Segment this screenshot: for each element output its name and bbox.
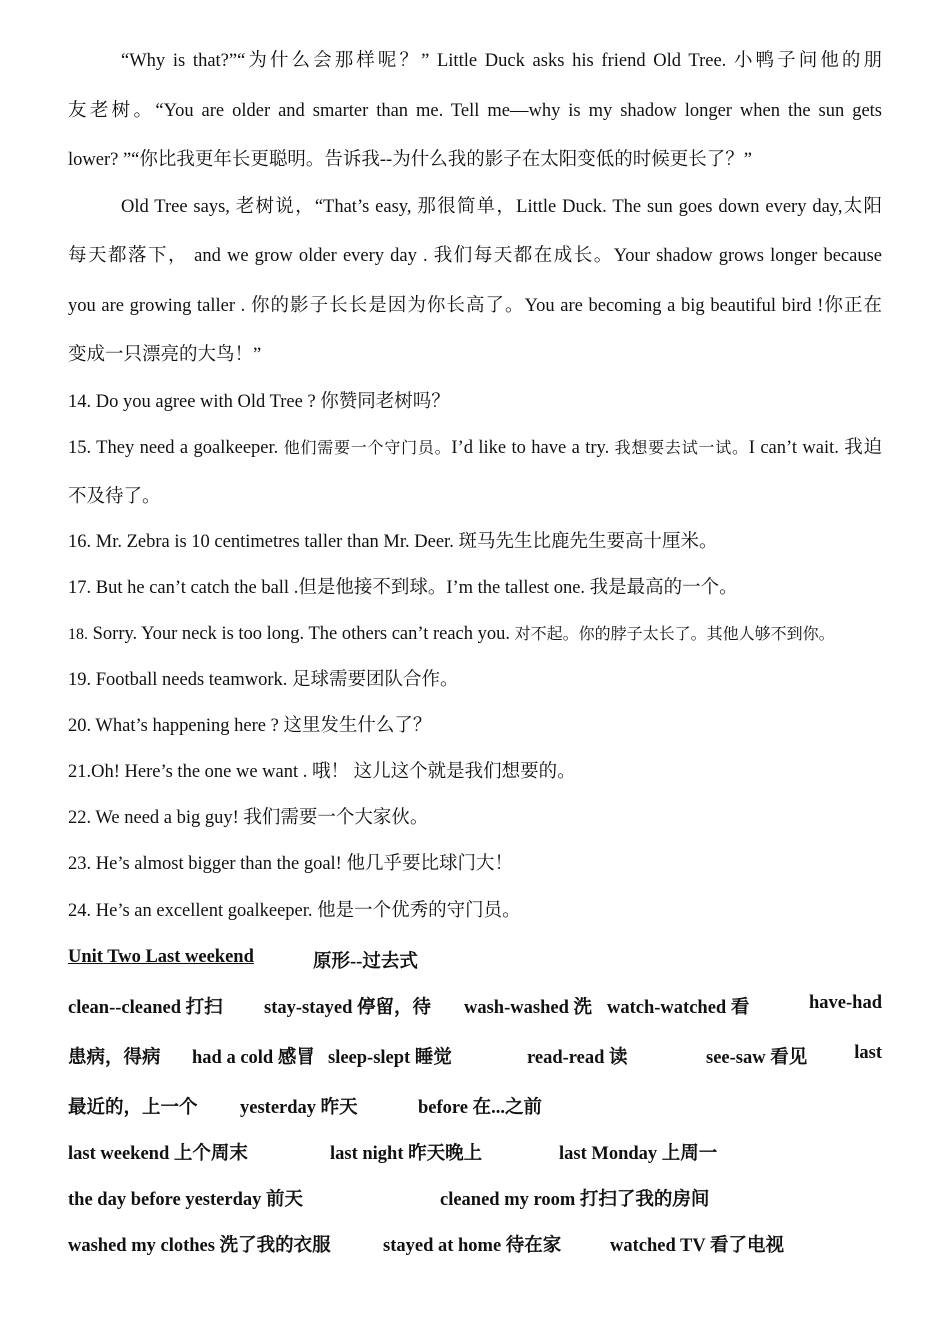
vocab-item: the day before yesterday 前天 (68, 1190, 303, 1210)
vocab-item: last weekend 上个周末 (68, 1144, 248, 1164)
vocab-item: last night 昨天晚上 (330, 1144, 483, 1164)
vocab-row (68, 993, 882, 1017)
unit-title: Unit Two Last weekend (68, 947, 254, 967)
vocab-item: yesterday 昨天 (240, 1098, 358, 1118)
story-line: lower? ”“你比我更年长更聪明。告诉我--为什么我的影子在太阳变低的时候更长了？” (68, 150, 752, 170)
vocab-item: clean--cleaned 打扫 (68, 998, 223, 1018)
sentence-20: 20. What’s happening here ? 这里发生什么了？ (68, 716, 432, 736)
sentence-15-en: 15. They need a goalkeeper. (68, 438, 279, 458)
vocab-item: have-had (809, 993, 882, 1013)
sentence-16: 16. Mr. Zebra is 10 centimetres taller than Mr. Deer. 斑马先生比鹿先生要高十厘米。 (68, 532, 718, 552)
story-line: you are growing taller . 你的影子长长是因为你长高了。You are becoming a big beautiful bird !你正在 (68, 296, 882, 316)
vocab-item: wash-washed 洗 (464, 998, 592, 1018)
sentence-15-cont: 不及待了。 (68, 487, 161, 507)
story-line: “Why is that?”“为什么会那样呢？” Little Duck asks his friend Old Tree. 小鸭子问他的朋 (121, 51, 882, 71)
vocab-item: stay-stayed 停留，待 (264, 998, 432, 1018)
vocab-item: 患病，得病 (68, 1048, 161, 1068)
vocab-item: watched TV 看了电视 (610, 1236, 785, 1256)
unit-heading (68, 947, 882, 971)
story-line: Old Tree says, 老树说，“That’s easy, 那很简单，Little Duck. The sun goes down every day,太阳 (121, 197, 882, 217)
sentence-15-zh: 他们需要一个守门员。 (283, 440, 452, 457)
sentence-18-zh: 对不起。你的脖子太长了。其他人够不到你。 (514, 626, 835, 643)
story-line: 每天都落下， and we grow older every day . 我们每天都在成长。Your shadow grows longer because (68, 246, 882, 266)
sentence-19: 19. Football needs teamwork. 足球需要团队合作。 (68, 670, 459, 690)
sentence-17: 17. But he can’t catch the ball .但是他接不到球。I’m the tallest one. 我是最高的一个。 (68, 578, 738, 598)
vocab-item: read-read 读 (527, 1048, 628, 1068)
sentence-18-number: 18. (68, 626, 88, 643)
sentence-14: 14. Do you agree with Old Tree ? 你赞同老树吗？ (68, 392, 450, 412)
sentence-23: 23. He’s almost bigger than the goal! 他几乎要比球门大！ (68, 854, 513, 874)
sentence-15 (68, 424, 882, 473)
unit-subtitle: 原形--过去式 (313, 952, 418, 972)
sentence-15-en: I can’t wait. 我迫 (748, 438, 883, 458)
sentence-24: 24. He’s an excellent goalkeeper. 他是一个优秀的守门员。 (68, 901, 521, 921)
vocab-item: before 在...之前 (418, 1098, 542, 1118)
vocab-item: last (854, 1043, 882, 1063)
vocab-item: 最近的，上一个 (68, 1098, 198, 1118)
vocab-item: cleaned my room 打扫了我的房间 (440, 1190, 710, 1210)
sentence-18-en: Sorry. Your neck is too long. The others can’t reach you. (92, 624, 511, 644)
sentence-18 (68, 610, 882, 659)
vocab-item: stayed at home 待在家 (383, 1236, 562, 1256)
story-line: 变成一只漂亮的大鸟！” (68, 345, 262, 365)
vocab-row (68, 1139, 882, 1163)
vocab-item: see-saw 看见 (706, 1048, 808, 1068)
vocab-item: had a cold 感冒 (192, 1048, 315, 1068)
sentence-15-en: I’d like to have a try. (451, 438, 610, 458)
sentence-22: 22. We need a big guy! 我们需要一个大家伙。 (68, 808, 429, 828)
sentence-21: 21.Oh! Here’s the one we want . 哦！ 这儿这个就是我们想要的。 (68, 762, 576, 782)
vocab-row (68, 1093, 882, 1117)
sentence-15-zh: 我想要去试一试。 (614, 440, 749, 457)
vocab-row (68, 1185, 882, 1209)
vocab-row (68, 1231, 882, 1255)
vocab-item: last Monday 上周一 (559, 1144, 718, 1164)
vocab-item: sleep-slept 睡觉 (328, 1048, 452, 1068)
vocab-item: watch-watched 看 (607, 998, 750, 1018)
story-line: 友老树。“You are older and smarter than me. Tell me—why is my shadow longer when the sun gets (68, 101, 882, 121)
vocab-item: washed my clothes 洗了我的衣服 (68, 1236, 331, 1256)
vocab-row (68, 1043, 882, 1067)
